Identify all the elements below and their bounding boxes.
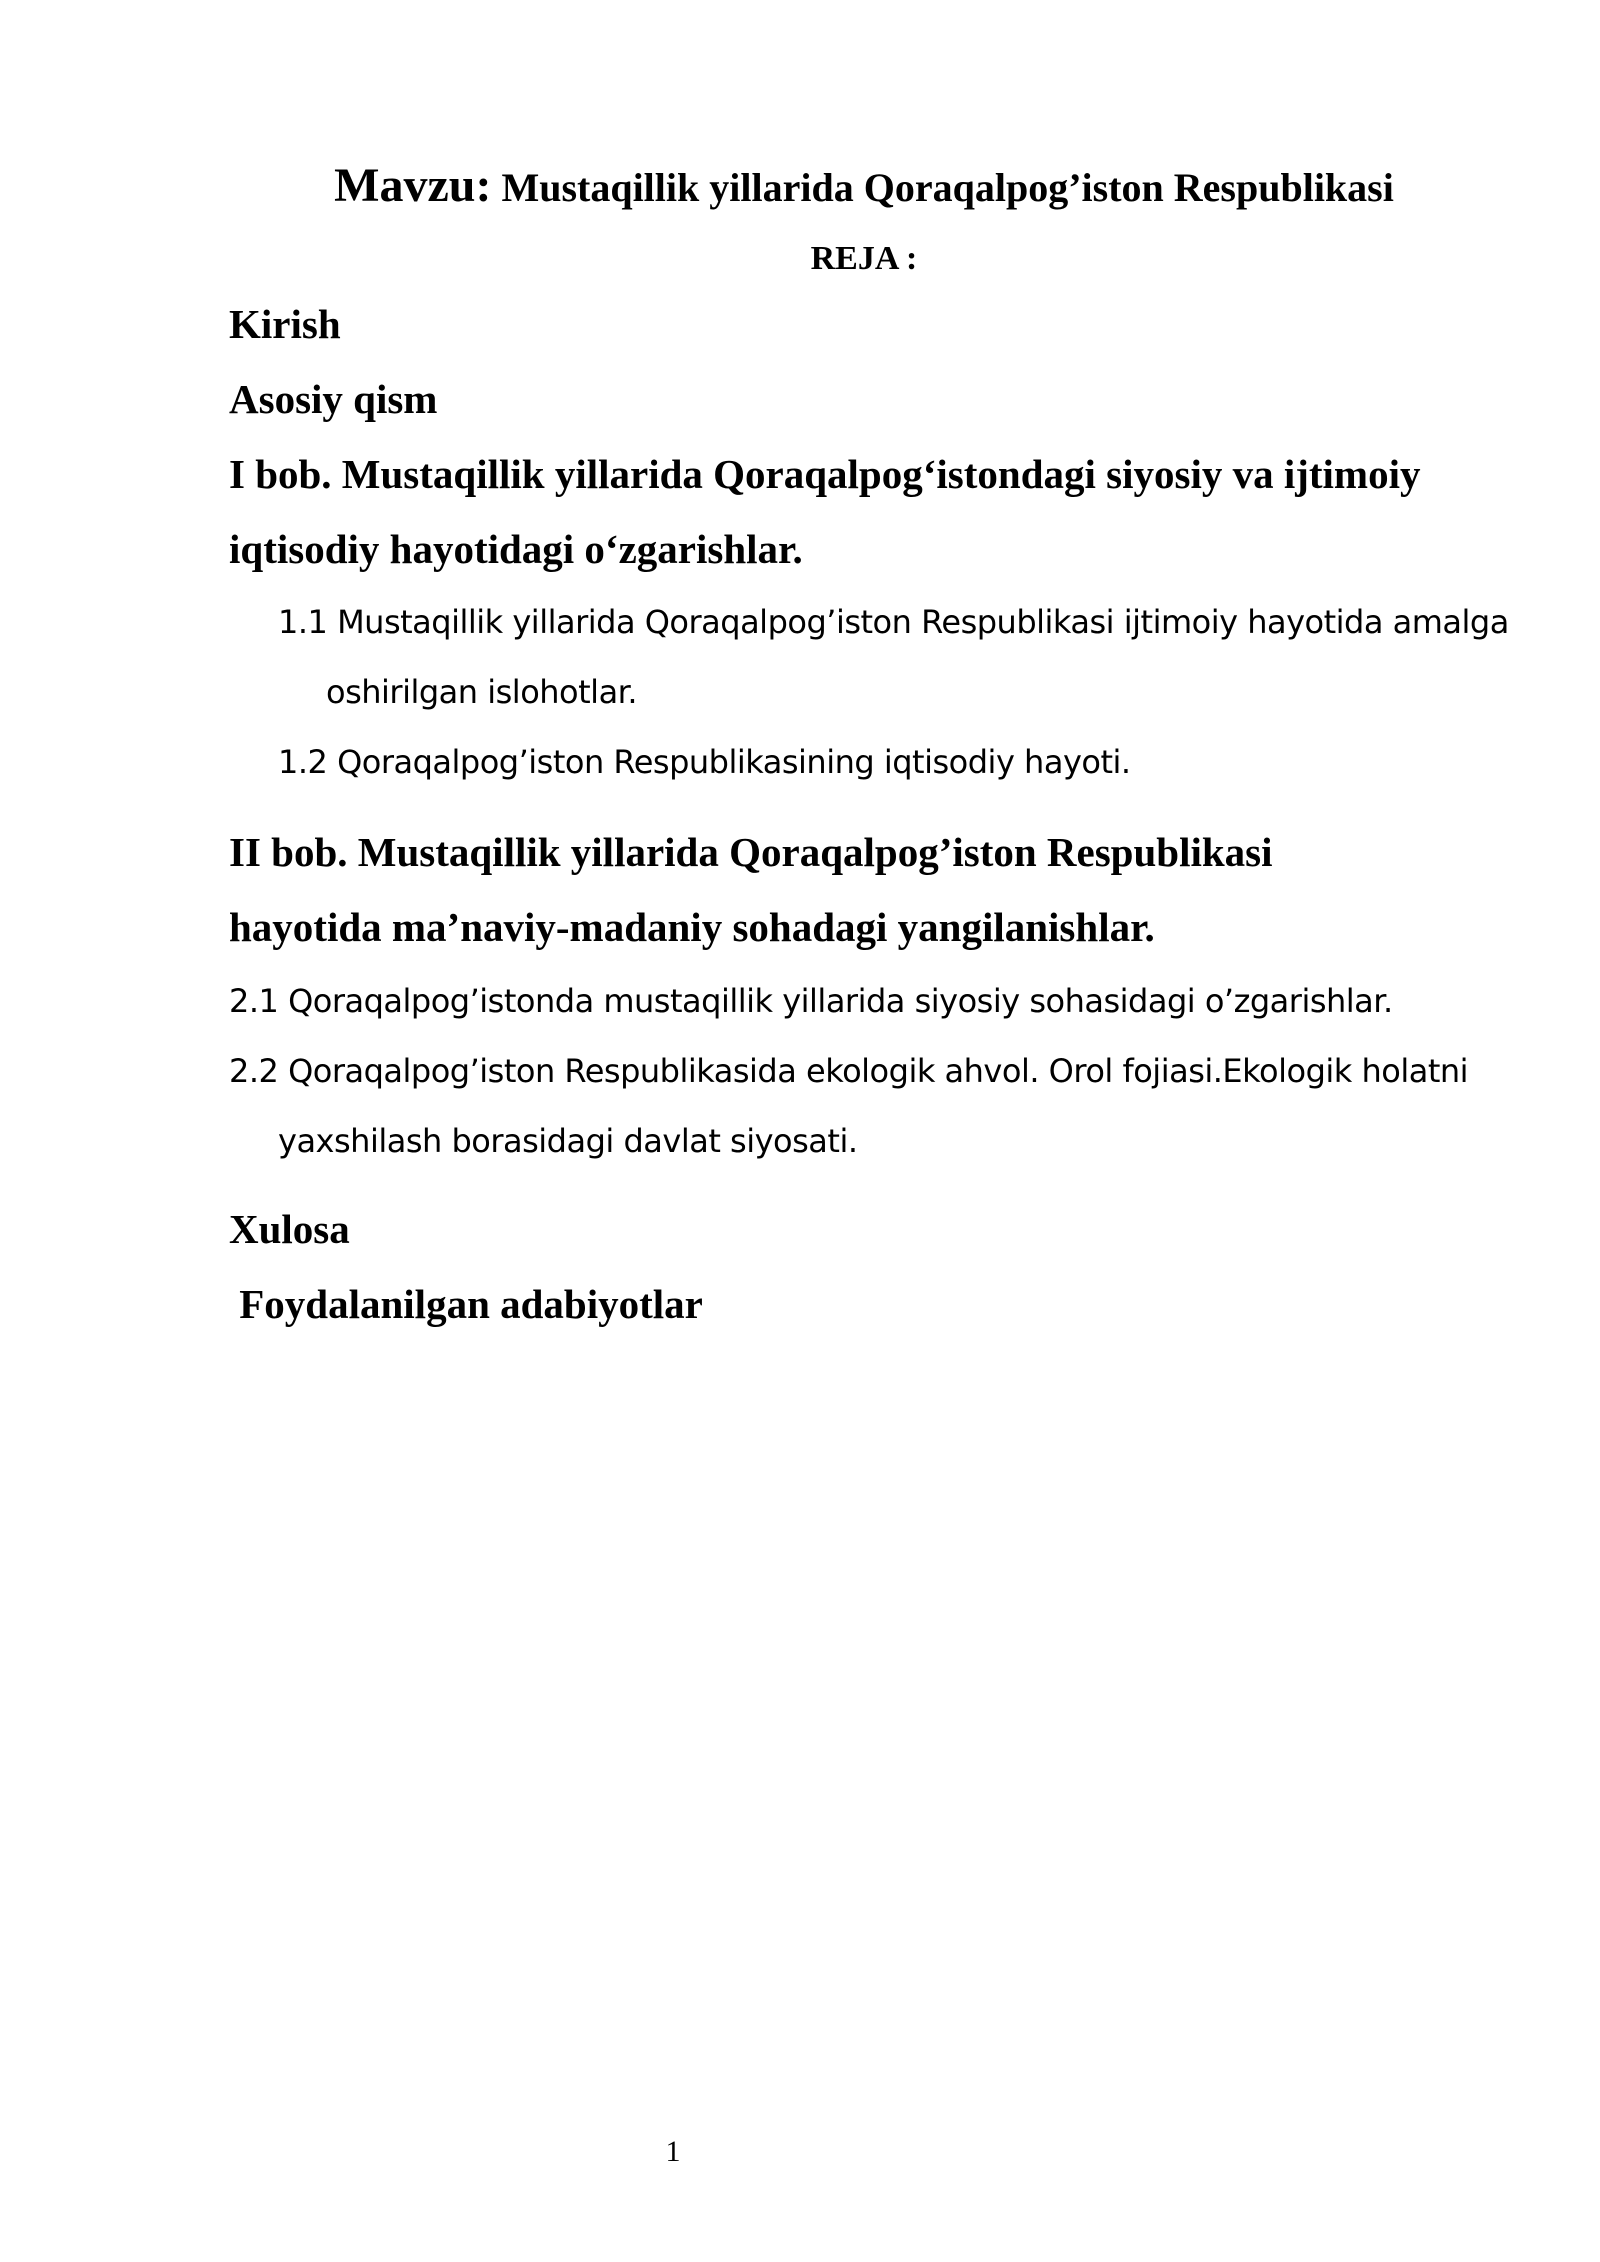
title-text: Mustaqillik yillarida Qoraqalpog’iston Respublikasi (501, 165, 1394, 210)
section-2-1: 2.1 Qoraqalpog’istonda mustaqillik yillarida siyosiy sohasidagi o’zgarishlar. (229, 982, 1393, 1020)
references-heading: Foydalanilgan adabiyotlar (229, 1281, 703, 1327)
section-1-1-line1: 1.1 Mustaqillik yillarida Qoraqalpog’iston Respublikasi ijtimoiy hayotida amalga (278, 603, 1509, 641)
document-title (0, 158, 1600, 213)
chapter2-heading-line2: hayotida ma’naviy-madaniy sohadagi yangilanishlar. (229, 904, 1155, 950)
main-part-heading: Asosiy qism (229, 376, 438, 422)
title-label: Mavzu: (334, 159, 492, 212)
chapter2-heading-line1: II bob. Mustaqillik yillarida Qoraqalpog’iston Respublikasi (229, 829, 1273, 875)
chapter1-heading-line2: iqtisodiy hayotidagi o‘zgarishlar. (229, 526, 803, 572)
section-2-2-line2: yaxshilash borasidagi davlat siyosati. (278, 1122, 858, 1160)
chapter1-heading-line1: I bob. Mustaqillik yillarida Qoraqalpog‘istondagi siyosiy va ijtimoiy (229, 451, 1421, 497)
plan-heading: REJA : (810, 240, 918, 277)
intro-heading: Kirish (229, 301, 341, 347)
section-1-1-line2: oshirilgan islohotlar. (326, 673, 638, 711)
page-number: 1 (665, 2135, 681, 2168)
section-2-2-line1: 2.2 Qoraqalpog’iston Respublikasida ekologik ahvol. Orol fojiasi.Ekologik holatni (229, 1052, 1469, 1090)
section-1-2: 1.2 Qoraqalpog’iston Respublikasining iqtisodiy hayoti. (278, 743, 1131, 781)
conclusion-heading: Xulosa (229, 1206, 350, 1252)
